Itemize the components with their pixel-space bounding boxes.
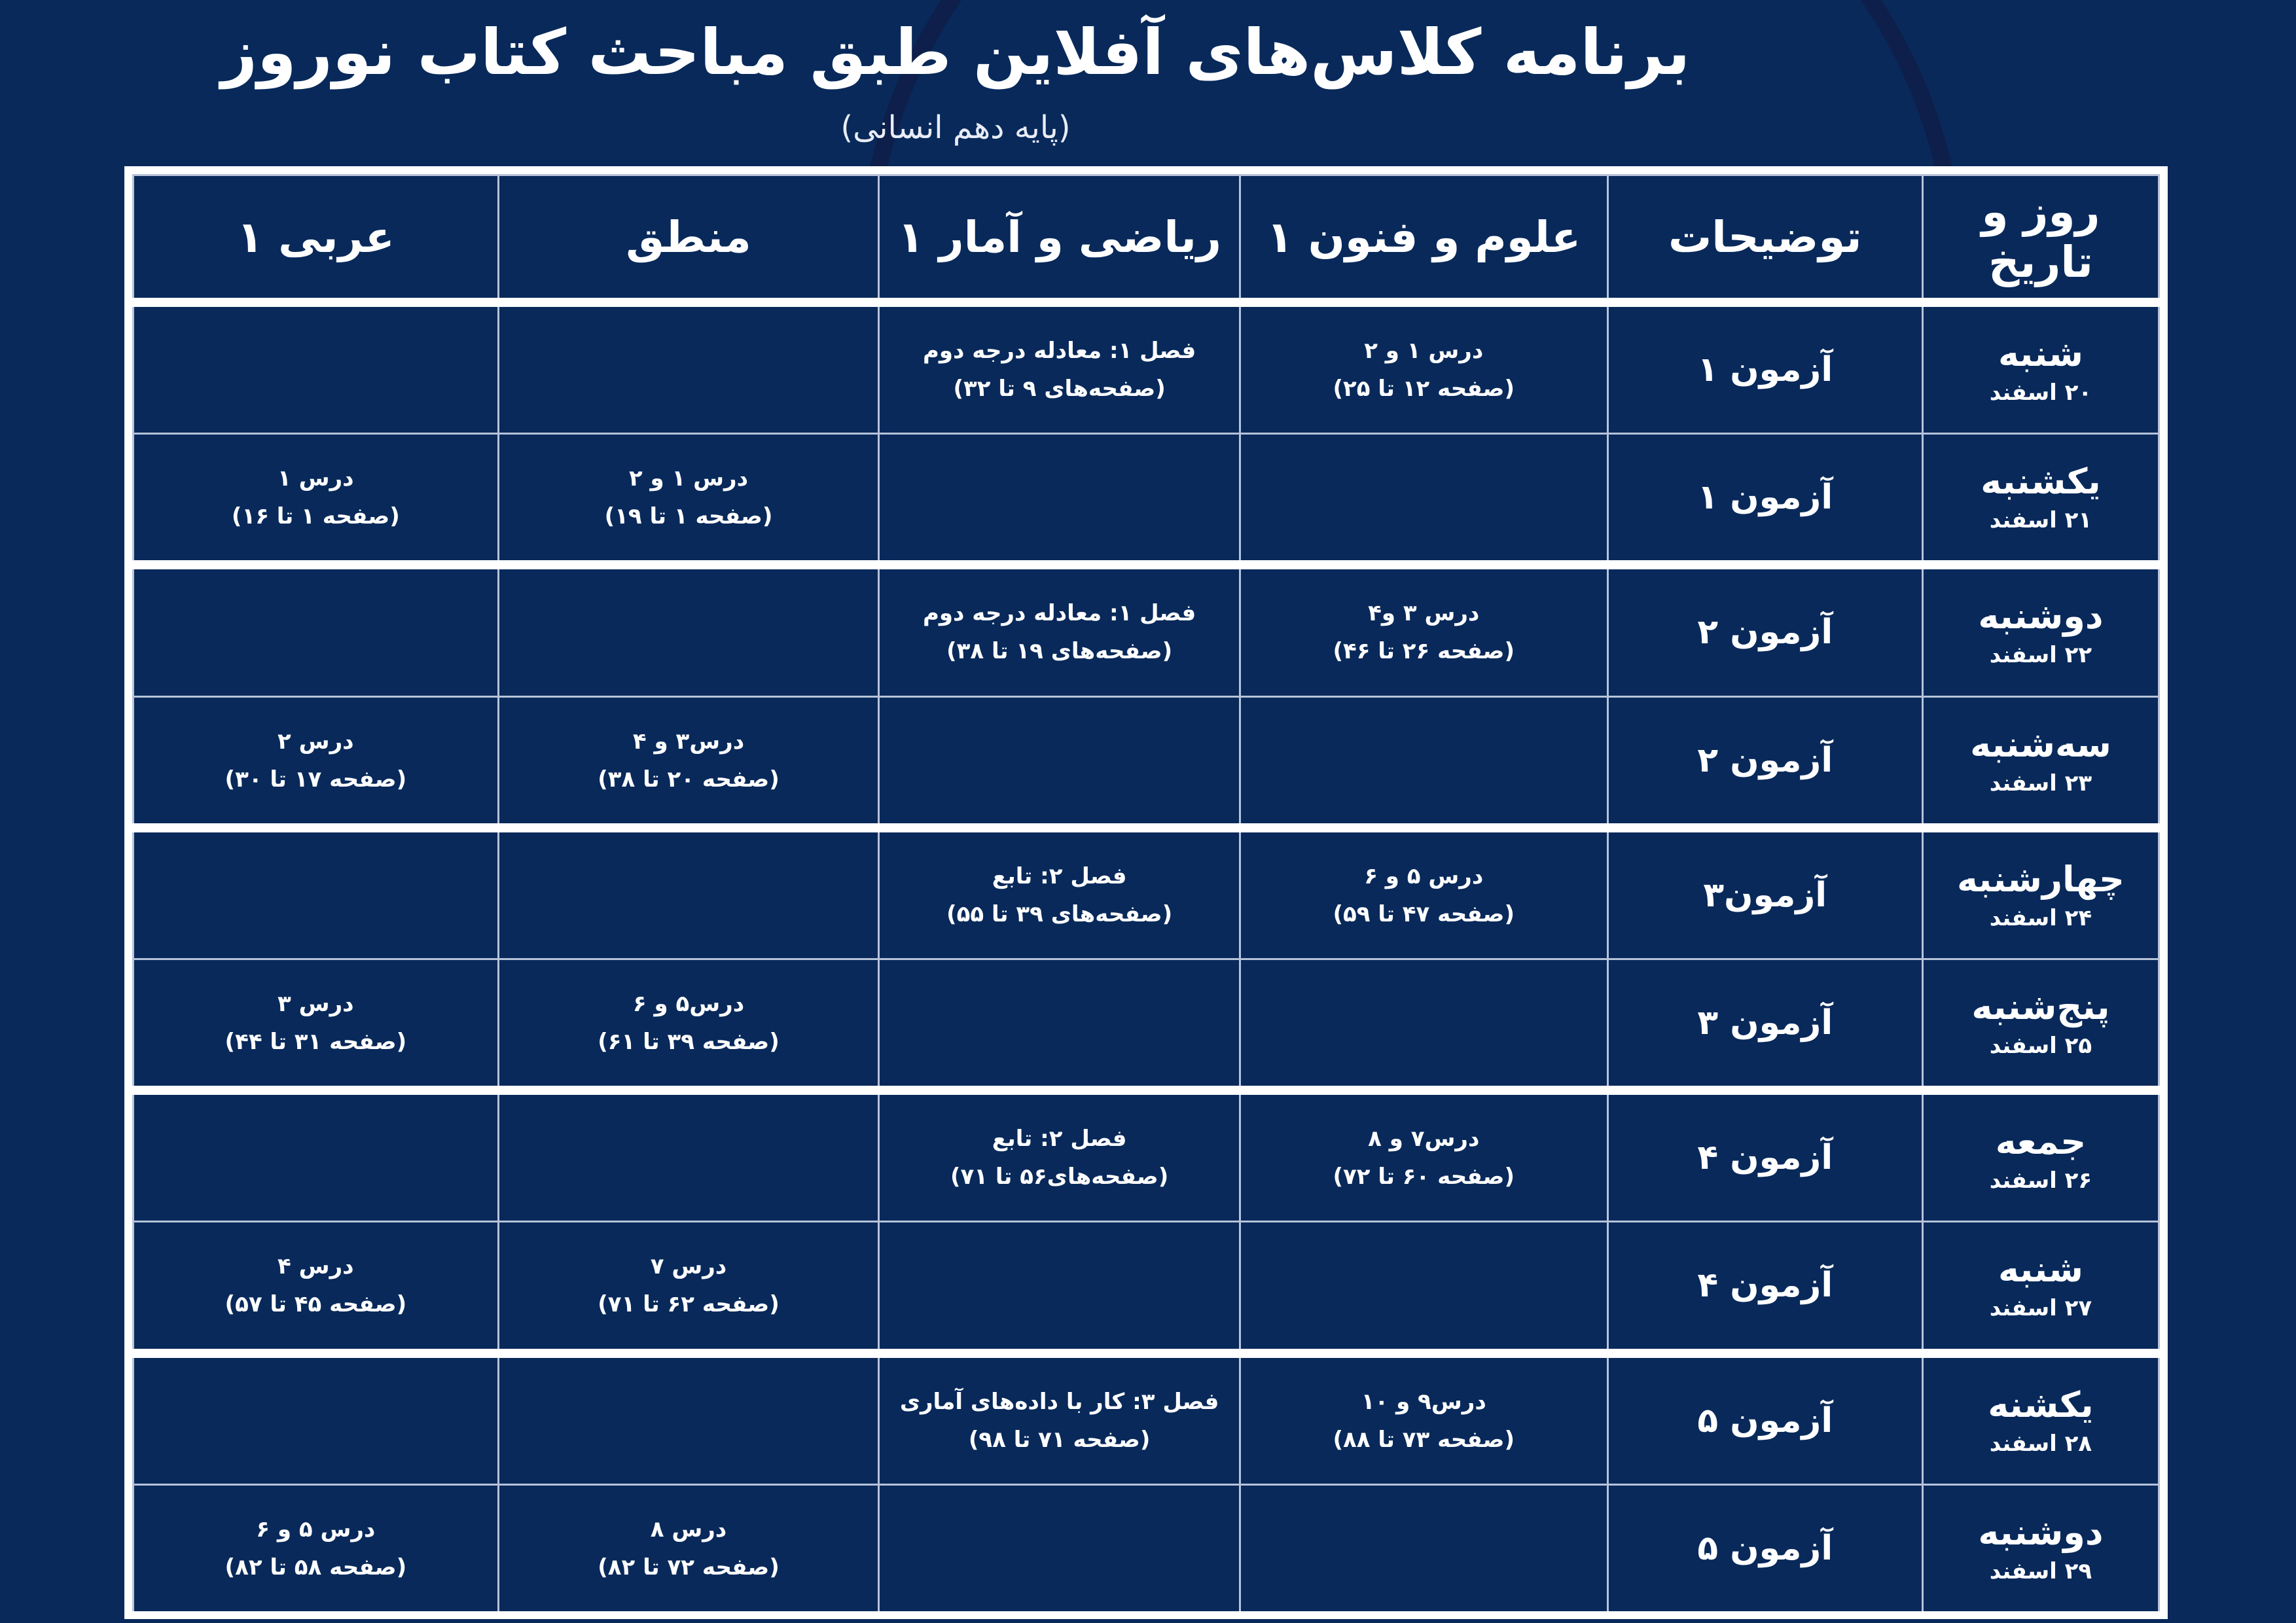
header-logic: منطق [498,175,879,303]
day-date-cell [1922,565,2159,696]
math-cell [879,1222,1240,1353]
table-row [134,696,2159,828]
arabic-cell [134,828,499,959]
description-cell: آزمون ۴ [1607,1222,1922,1353]
math-cell [879,696,1240,828]
logic-cell [498,828,879,959]
table-row [134,959,2159,1090]
logic-cell: درس ۸ (صفحه ۷۲ تا ۸۲) [498,1484,879,1611]
day-date-cell [1922,959,2159,1090]
description-cell: آزمون ۳ [1607,959,1922,1090]
science-cell: درس ۳ و۴ (صفحه ۲۶ تا ۴۶) [1240,565,1607,696]
day-name: شنبه [1998,333,2083,375]
math-cell: فصل ۱: معادله درجه دوم (صفحه‌های ۱۹ تا ۳۸) [879,565,1240,696]
table-row [134,1484,2159,1611]
day-name: جمعه [1995,1121,2087,1163]
day-name: دوشنبه [1978,596,2104,637]
day-name: سه‌شنبه [1970,723,2111,765]
logic-cell [498,302,879,434]
logic-cell: درس۳ و ۴ (صفحه ۲۰ تا ۳۸) [498,696,879,828]
science-cell [1240,1484,1607,1611]
science-cell [1240,1222,1607,1353]
science-cell [1240,959,1607,1090]
date-label: ۲۶ اسفند [1989,1168,2092,1194]
day-name: یکشنه [1988,1383,2094,1425]
header-description: توضیحات [1607,175,1922,303]
arabic-cell [134,1090,499,1222]
science-cell: درس ۵ و ۶ (صفحه ۴۷ تا ۵۹) [1240,828,1607,959]
schedule-table [132,174,2160,1611]
page-title: برنامه کلاس‌های آفلاین طبق مباحث کتاب نوروز [221,16,1691,89]
day-name: چهارشنبه [1957,858,2125,900]
arabic-cell: درس ۳ (صفحه ۳۱ تا ۴۴) [134,959,499,1090]
day-name: دوشنبه [1978,1511,2104,1553]
day-date-cell [1922,1222,2159,1353]
science-cell: درس۹ و ۱۰ (صفحه ۷۳ تا ۸۸) [1240,1353,1607,1485]
header-math: ریاضی و آمار ۱ [879,175,1240,303]
arabic-cell [134,565,499,696]
day-date-cell [1922,302,2159,434]
math-cell [879,434,1240,565]
table-row [134,565,2159,696]
date-label: ۲۸ اسفند [1989,1430,2092,1457]
page-subtitle: (پایه دهم انسانی) [840,109,1071,146]
day-name: یکشنبه [1981,461,2101,503]
logic-cell: درس۵ و ۶ (صفحه ۳۹ تا ۶۱) [498,959,879,1090]
table-row [134,302,2159,434]
description-cell: آزمون ۴ [1607,1090,1922,1222]
day-date-cell [1922,434,2159,565]
date-label: ۲۳ اسفند [1989,770,2092,796]
table-row [134,434,2159,565]
table-body [134,302,2159,1611]
arabic-cell: درس ۴ (صفحه ۴۵ تا ۵۷) [134,1222,499,1353]
logic-cell [498,1090,879,1222]
arabic-cell: درس ۲ (صفحه ۱۷ تا ۳۰) [134,696,499,828]
description-cell: آزمون ۵ [1607,1353,1922,1485]
science-cell [1240,696,1607,828]
description-cell: آزمون ۲ [1607,565,1922,696]
arabic-cell [134,302,499,434]
table-row [134,1222,2159,1353]
date-label: ۲۱ اسفند [1989,507,2092,534]
date-label: ۲۴ اسفند [1989,904,2092,931]
science-cell: درس ۱ و ۲ (صفحه ۱۲ تا ۲۵) [1240,302,1607,434]
math-cell: فصل ۱: معادله درجه دوم (صفحه‌های ۹ تا ۳۲) [879,302,1240,434]
arabic-cell: درس ۱ (صفحه ۱ تا ۱۶) [134,434,499,565]
day-date-cell [1922,1090,2159,1222]
math-cell: فصل ۲: تابع (صفحه‌های۵۶ تا ۷۱) [879,1090,1240,1222]
table-row [134,828,2159,959]
math-cell: فصل ۳: کار با داده‌های آماری (صفحه ۷۱ تا ۹۸) [879,1353,1240,1485]
arabic-cell: درس ۵ و ۶ (صفحه ۵۸ تا ۸۲) [134,1484,499,1611]
description-cell: آزمون ۱ [1607,434,1922,565]
date-label: ۲۲ اسفند [1989,642,2092,669]
description-cell: آزمون ۵ [1607,1484,1922,1611]
math-cell [879,1484,1240,1611]
math-cell: فصل ۲: تابع (صفحه‌های ۳۹ تا ۵۵) [879,828,1240,959]
arabic-cell [134,1353,499,1485]
header-day-date: روز و تاریخ [1922,175,2159,303]
table-header-row [134,175,2159,303]
description-cell: آزمون ۱ [1607,302,1922,434]
day-name: پنج‌شنبه [1971,986,2110,1028]
schedule-table-frame [124,166,2168,1619]
logic-cell [498,565,879,696]
date-label: ۲۰ اسفند [1989,380,2092,406]
day-name: شنبه [1998,1249,2083,1291]
logic-cell [498,1353,879,1485]
science-cell: درس۷ و ۸ (صفحه ۶۰ تا ۷۲) [1240,1090,1607,1222]
table-row [134,1090,2159,1222]
day-date-cell [1922,828,2159,959]
logic-cell: درس ۱ و ۲ (صفحه ۱ تا ۱۹) [498,434,879,565]
logic-cell: درس ۷ (صفحه ۶۲ تا ۷۱) [498,1222,879,1353]
date-label: ۲۷ اسفند [1989,1295,2092,1322]
date-label: ۲۵ اسفند [1989,1033,2092,1060]
header-science: علوم و فنون ۱ [1240,175,1607,303]
table-row [134,1353,2159,1485]
math-cell [879,959,1240,1090]
day-date-cell [1922,696,2159,828]
description-cell: آزمون۳ [1607,828,1922,959]
day-date-cell [1922,1353,2159,1485]
day-date-cell [1922,1484,2159,1611]
description-cell: آزمون ۲ [1607,696,1922,828]
science-cell [1240,434,1607,565]
date-label: ۲۹ اسفند [1989,1558,2092,1584]
header-arabic: عربی ۱ [134,175,499,303]
